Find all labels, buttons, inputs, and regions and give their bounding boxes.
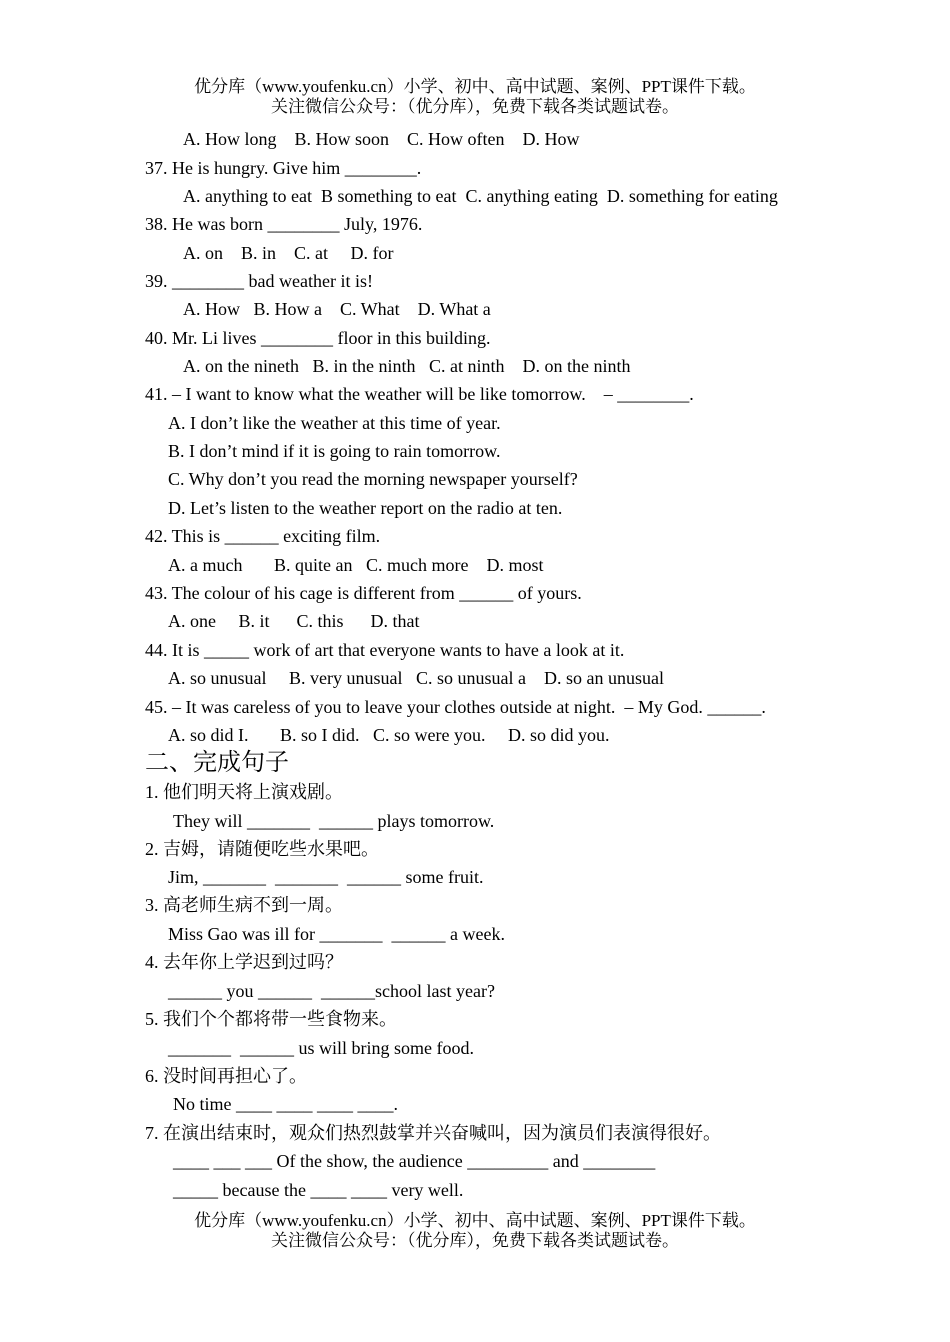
s4-english: ______ you ______ ______school last year? xyxy=(168,981,495,1001)
s6-chinese: 6. 没时间再担心了。 xyxy=(145,1066,307,1086)
q45-options: A. so did I. B. so I did. C. so were you. D. so did you. xyxy=(168,725,610,745)
page-header xyxy=(0,77,950,117)
q39-options: A. How B. How a C. What D. What a xyxy=(183,299,491,319)
q36-options: A. How long B. How soon C. How often D. How xyxy=(183,129,580,149)
q44-options: A. so unusual B. very unusual C. so unusual a D. so an unusual xyxy=(168,668,664,688)
q41-stem: 41. – I want to know what the weather will be like tomorrow. – ________. xyxy=(145,384,694,404)
s3-english: Miss Gao was ill for _______ ______ a week. xyxy=(168,924,505,944)
s2-english: Jim, _______ _______ ______ some fruit. xyxy=(168,867,484,887)
s7-english-2: _____ because the ____ ____ very well. xyxy=(173,1180,464,1200)
q42-stem: 42. This is ______ exciting film. xyxy=(145,526,381,546)
q41-option-a: A. I don’t like the weather at this time of year. xyxy=(168,413,501,433)
section-title: 二、完成句子 xyxy=(145,750,289,776)
q38-stem: 38. He was born ________ July, 1976. xyxy=(145,214,423,234)
s5-english: _______ ______ us will bring some food. xyxy=(168,1038,474,1058)
q40-options: A. on the nineth B. in the ninth C. at ninth D. on the ninth xyxy=(183,356,631,376)
header-line-1: 优分库（www.youfenku.cn）小学、初中、高中试题、案例、PPT课件下载。 xyxy=(194,77,756,96)
q40-stem: 40. Mr. Li lives ________ floor in this building. xyxy=(145,328,491,348)
q43-options: A. one B. it C. this D. that xyxy=(168,611,420,631)
s1-english: They will _______ ______ plays tomorrow. xyxy=(173,811,495,831)
q41-option-c: C. Why don’t you read the morning newspaper yourself? xyxy=(168,469,578,489)
s7-chinese: 7. 在演出结束时，观众们热烈鼓掌并兴奋喊叫，因为演员们表演得很好。 xyxy=(145,1123,721,1143)
q37-stem: 37. He is hungry. Give him ________. xyxy=(145,158,422,178)
footer-line-1: 优分库（www.youfenku.cn）小学、初中、高中试题、案例、PPT课件下载。 xyxy=(194,1211,756,1230)
footer-line-2: 关注微信公众号：（优分库），免费下载各类试题试卷。 xyxy=(271,1231,679,1250)
s3-chinese: 3. 高老师生病不到一周。 xyxy=(145,895,343,915)
page-footer xyxy=(0,1211,950,1251)
q43-stem: 43. The colour of his cage is different from ______ of yours. xyxy=(145,583,582,603)
s5-chinese: 5. 我们个个都将带一些食物来。 xyxy=(145,1009,397,1029)
s6-english: No time ____ ____ ____ ____. xyxy=(173,1094,398,1114)
q37-options: A. anything to eat B something to eat C. anything eating D. something for eating xyxy=(183,186,778,206)
s4-chinese: 4. 去年你上学迟到过吗？ xyxy=(145,952,343,972)
q41-option-b: B. I don’t mind if it is going to rain tomorrow. xyxy=(168,441,501,461)
s7-english-1: ____ ___ ___ Of the show, the audience _________ and ________ xyxy=(173,1151,656,1171)
q38-options: A. on B. in C. at D. for xyxy=(183,243,394,263)
s1-chinese: 1. 他们明天将上演戏剧。 xyxy=(145,782,343,802)
q44-stem: 44. It is _____ work of art that everyone wants to have a look at it. xyxy=(145,640,625,660)
header-line-2: 关注微信公众号：（优分库），免费下载各类试题试卷。 xyxy=(271,97,679,116)
q39-stem: 39. ________ bad weather it is! xyxy=(145,271,373,291)
q41-option-d: D. Let’s listen to the weather report on the radio at ten. xyxy=(168,498,563,518)
s2-chinese: 2. 吉姆，请随便吃些水果吧。 xyxy=(145,839,379,859)
q42-options: A. a much B. quite an C. much more D. most xyxy=(168,555,544,575)
q45-stem: 45. – It was careless of you to leave your clothes outside at night. – My God. ______. xyxy=(145,697,766,717)
